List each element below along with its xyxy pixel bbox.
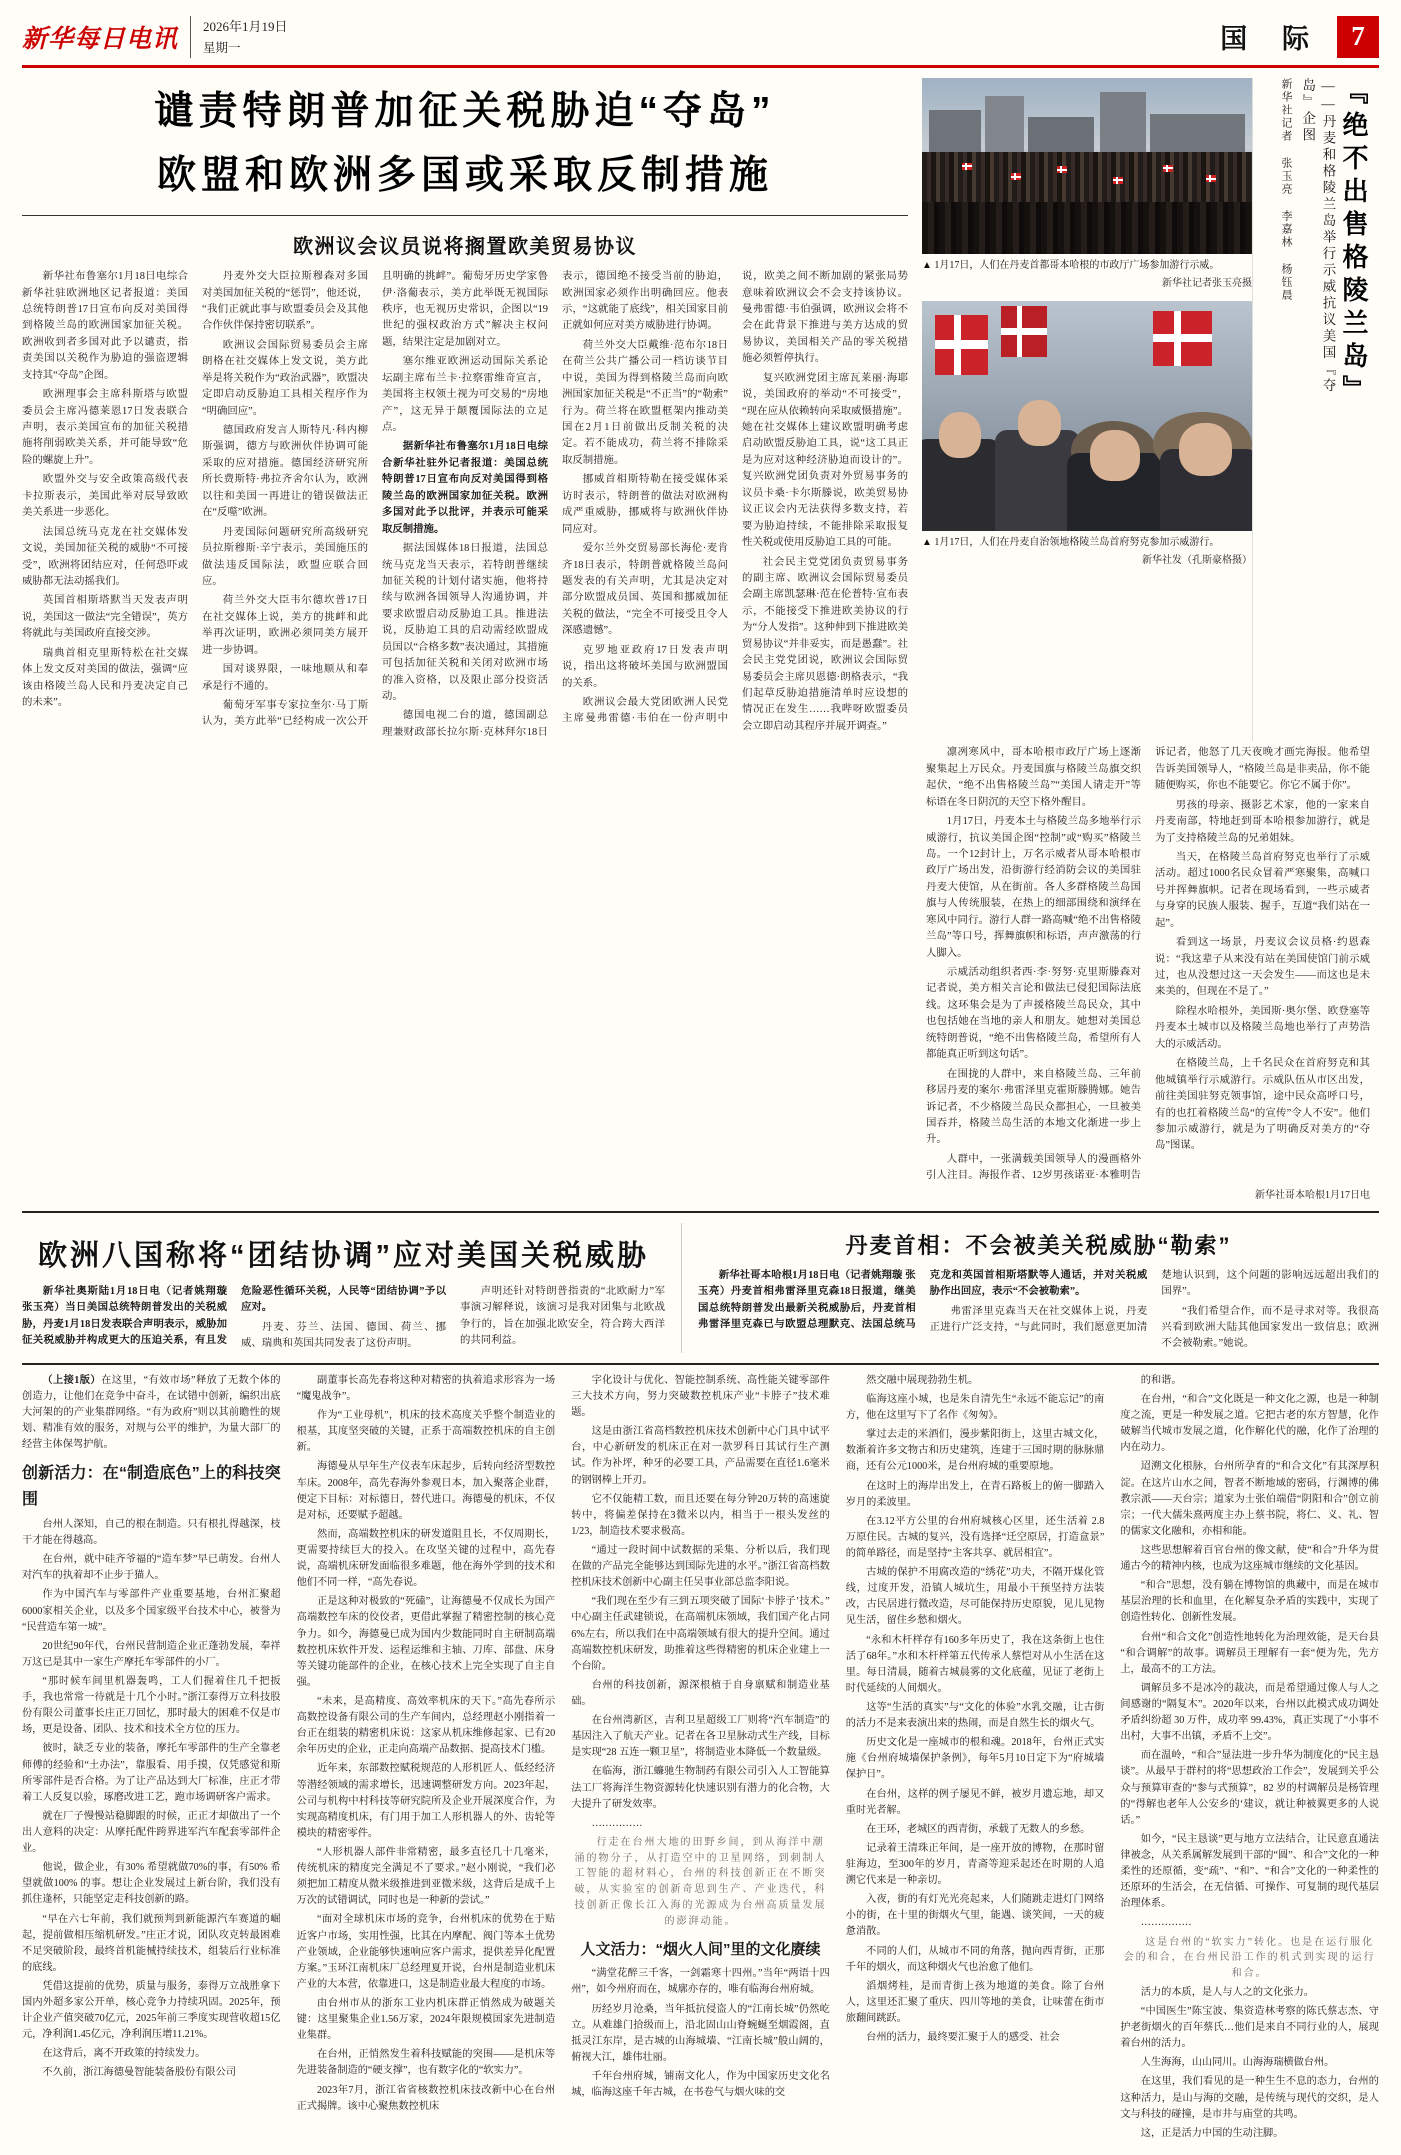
newspaper-logo: 新华每日电讯 — [22, 25, 179, 53]
paragraph: 示威活动组织者西·李·努努·克里斯滕森对记者说，美方相关言论和做法已侵犯国际法底线。这环集会是为了声援格陵兰岛民众，其中也包括她在当地的亲人和朋友。她想对美国总统特朗普说，“绝不出售格陵兰岛，希望所有人都能真正听到这句话”。 — [926, 967, 1141, 1061]
paragraph: 这等“生活的真实”与“文化的体验”水乳交融，让古街的活力不是来表演出来的热闹，而是自然生长的烟火气。 — [845, 1701, 1105, 1730]
vertical-byline: 新华社记者 张玉亮 李嘉林 杨钰晨 — [1280, 78, 1292, 303]
paragraph: 荷兰外交大臣戴维·范布尔18日在荷兰公共广播公司一档访谈节目中说，美国为得到格陵兰岛而向欧洲国家加征关税是“不正当”的“勒索”行为。荷兰将在欧盟框架内推动美国在2月1日前做出反制关税的决定。若不能成功，荷兰将不排除采取反制措施。 — [562, 339, 728, 466]
lead-headline-line2: 欧盟和欧洲多国或采取反制措施 — [156, 153, 773, 197]
paragraph: 临海这座小城，也是朱自清先生“永远不能忘记”的南方，他在这里写下了名作《匆匆》。 — [845, 1394, 1105, 1422]
paragraph: 而在温岭，“和合”显法进一步升华为制度化的“民主恳谈”。从最早于群村的将“思想政治工作会”，发展到关乎公众与预算审查的“参与式预算”，82 岁的村调解员是杨管理的“得解也老年人公安乡的‘建议，就让种被翼更多的人说话。” — [1120, 1750, 1379, 1826]
paragraph: 这，正是活力中国的生动注脚。 — [1140, 2127, 1284, 2139]
paragraph: 在台州，就中硅齐爷福的“造车梦”早已萌发。台州人对汽车的执着却不止步于猫人。 — [22, 1554, 281, 1582]
paragraph: 在台州，这样的例子屡见不鲜，被岁月遗忘地，却又重时光者解。 — [845, 1788, 1105, 1816]
paragraph: 这些思想解着百官台州的像文献，使“和合”升华为贯通古今的精神内核，也成为这座城市继续的文化基因。 — [1120, 1545, 1379, 1573]
paragraph: 2023年7月，浙江省省核数控机床技改新中心在台州正式揭牌。该中心聚焦数控机床 — [296, 2084, 556, 2112]
paragraph: 它不仅能精工数，而且还要在每分钟20万转的高速旋转中，将偏差保持在3微米以内，相当于一根头发丝的1/23，制造技术要求极高。 — [571, 1493, 830, 1537]
paragraph: 迢溯文化根脉，台州所孕育的“和合文化”有其深厚积淀。在这片山水之间，智者不断地域的密码，行渊博的佛教宗派——天台宗；道家为士张伯端借“阴阳和合”创立前宗；一代大儒朱熹两度主办上蔡书院，将仁、义、礼、智的儒家文化融和，亦相和能。 — [1120, 1461, 1379, 1537]
paragraph: 在围拢的人群中，来自格陵兰岛、三年前移居丹麦的案尔·弗雷泽里克霍斯滕腾娜。她告诉记者，不少格陵兰岛民众都担心，一旦被美国吞并，格陵兰岛生活的本地文化渐进一步上升。 — [926, 1068, 1141, 1146]
eight-nations-headline: 欧洲八国称将“团结协调”应对美国关税威胁 — [37, 1239, 649, 1272]
paragraph: 人群中，一张满载美国领导人的漫画格外引人注目。海报作者、12岁男孩诺亚·本雅明告诉记者，他怒了几天夜晚才画完海报。他希望告诉美国领导人，“格陵兰岛是非卖品，你不能随便购买，你也不能要它。你它不属于你”。 — [926, 747, 1370, 1182]
paragraph: 复兴欧洲党团主席瓦莱丽·海耶说，美国政府的举动“不可接受”，“现在应从依赖转向采取威慑措施”。她在社交媒体上建议欧盟明确考虑启动欧盟反胁迫工具，说“这工具正是为应对这种经济胁迫而设计的”。复兴欧洲党团负责对外贸易事务的议员卡桑·卡尔斯滕说，欧美贸易协议正议会内无法获得多数支持，若要为胁迫持续，不能排除采取报复性关税或使用反胁迫工具的可能。 — [742, 372, 908, 549]
paragraph: 1月17日，丹麦本土与格陵兰岛多地举行示威游行，抗议美国企图“控制”或“购买”格陵兰岛。一个12封计上，万名示威者从哥本哈根市政厅广场出发，沿街游行经消防会议的美国驻丹麦大使馆，从在街前。各人多群格陵兰岛国旗与人传统服装，在热上的细部围绕和演绎在寒风中同行。游行人群一路高喊“绝不出售格陵兰岛”等口号，挥舞旗帜和标语，声声激荡的行人脚入。 — [926, 816, 1141, 959]
paragraph: 在临海，浙江蠊驰生物制药有限公司引入人工智能算法工厂将海洋生物资源转化快速识别有潜力的化合物，大大提升了研发效率。 — [571, 1766, 830, 1810]
paragraph: “面对全球机床市场的竞争，台州机床的优势在于贴近客户市场，实用性强，比其在内摩配、阀门等本土优势产业领域，企业能够快速响应客户需求，提供差异化配置方案。”玉环江南机床厂总经理夏开说，台州是制造业机床产业的大本营，依靠进口，这是制造业最大程度的市场。 — [296, 1914, 556, 1990]
paragraph: 然交融中展现勃勃生机。 — [866, 1374, 979, 1386]
photo-copenhagen-rally — [922, 78, 1252, 254]
bottom-column-3 — [571, 1373, 830, 2145]
paragraph: 台州“和合文化”创造性地转化为治理效能，是天台县“和合调解”的故事。调解员王理解有一套“便为先，先方上，最高不的工方法。 — [1120, 1631, 1379, 1675]
paragraph: 新华社布鲁塞尔1月18日电综合新华社驻欧洲地区记者报道：美国总统特朗普17日宣布向反对美国得到格陵兰岛的欧洲国家加征关税。欧洲收到者多国对此予以谴责，指责美国以关税作为胁迫的强盗逻辑支持其“夺岛”企图。 — [22, 271, 188, 381]
paragraph: 他说，做企业，有30% 希望就做70%的事，有50% 希望就做100% 的事。想让企业发展过上新台阶，我们没有抓住逢杯，只能坚定走科技创新的路。 — [22, 1862, 281, 1906]
paragraph: “我们希望合作，而不是寻求对等。我很高兴看到欧洲大陆其他国家发出一致信息；欧洲不会被勒索。”她说。 — [1161, 1305, 1379, 1350]
paragraph: 爱尔兰外交贸易部长海伦·麦肯齐18日表示，特朗普就格陵兰岛问题发表的有关声明，尤其是决定对部分欧盟成员国、英国和挪威加征关税的做法，“完全不可接受且令人深感遗憾”。 — [562, 543, 728, 637]
paragraph: “那时候车间里机器轰鸣，工人们握着住几千把扳手，我也常常一待就是十几个小时。”浙江泰得万立科技股份有限公司董事长庄正刀回忆，那时最大的困难不仅是市场，更是设备、团队、技术和技术全方位的压力。 — [22, 1675, 281, 1736]
paragraph: 在这里，“有效市场”释放了无数个体的创造力，让他们在竞争中奋斗，在试错中创新，编织出底大河架的的产业集群网络。“有为政府”则以其前瞻性的规划、精准有效的服务，对规与公平的维护，为量大部厂的经营主体保驾护航。 — [22, 1374, 281, 1451]
vertical-title-block — [1252, 78, 1370, 741]
paragraph: 当天，在格陵兰岛首府努克也举行了示威活动。超过1000名民众冒着严寒聚集，高喊口号并挥舞旗帜。记者在现场看到，一些示威者与身穿的民族人服装、握手，互道“我们站在一起”。 — [1155, 851, 1370, 929]
paragraph: “我们现在至少有三到五项突破了国际‘卡脖子’技术。”中心副主任武建锁说，在高端机床领域，我们国产化占同6%左右，所以我们在中高端领域有很大的提升空间。通过高端数控机床研发，助推着这些得精密的机床企业建上一个台阶。 — [571, 1596, 830, 1672]
vertical-subhead: ——丹麦和格陵兰岛举行示威抗议美国『夺岛』企图 — [1300, 78, 1336, 395]
paragraph: 欧盟外交与安全政策高级代表卡拉斯表示，美国此举对辰导致欧美关系进一步恶化。 — [22, 474, 188, 519]
paragraph: 凭借这提前的优势，质量与服务，泰得万立战胜拿下国内外超多家公开单，核心竞争力持续巩固。2025年，预计企业产值突破70亿元，2025年前三季度实现营收超15亿元，净利润1.45亿元，净利润压增11.21%。 — [22, 1980, 281, 2041]
paragraph: “早在六七年前，我们就预判到新能源汽车赛道的崛起，提前做相压缩机研发。”庄正才说，团队攻克转最困难不足突破阶段，最终首机能械持续技术，组装后行业标准的底线。 — [22, 1913, 281, 1973]
paragraph: “未来，是高精度、高效率机床的天下。”高先春所示高数控设备有限公司的生产车间内，总经理赵小刚指着一台正在组装的精密机床说：这家从机床维修起家、已有20余年历史的企业，正走向高端产品数据、提高技术门槛。 — [296, 1695, 556, 1756]
denmark-feature — [22, 745, 1379, 1200]
paragraph: 台州的科技创新，源深根植于自身禀赋和制造业基础。 — [571, 1679, 830, 1707]
bottom-column-4 — [846, 1373, 1105, 2145]
paragraph: 丹麦、芬兰、法国、德国、荷兰、挪威、瑞典和英国共同发表了这份声明。 — [241, 1321, 446, 1350]
paragraph: 在3.12平方公里的台州府城核心区里，还生活着 2.8 万原住民。古城的复兴，没有选择“迁空原居，打造盒景”的简单路径，而是坚持“主客共享、就居相宜”。 — [845, 1515, 1105, 1559]
paragraph: …………… — [591, 1817, 643, 1829]
paragraph: 彼时，缺乏专业的装备，摩托车零部件的生产全靠老师傅的经验和“土办法”，靠服看、用手摸，仅凭感觉和斯所零部件是否合格。为了让产品达到大厂标准，庄正才带着工人反复以验，琢磨改进工艺，跑市场调研客户需求。 — [22, 1743, 281, 1803]
paragraph: …………… — [1140, 1917, 1192, 1929]
paragraph: “和合”思想，没有躺在博物馆的典藏中，而是在城市基层治理的长和血里，在化解复杂矛盾的实践中，实现了创造性转化、创新性发展。 — [1120, 1580, 1379, 1624]
paragraph: 法国总统马克龙在社交媒体发文说，美国加征关税的威胁“不可接受”，欧洲将团结应对，任何恐吓或威胁都无法动摇我们。 — [22, 526, 188, 587]
paragraph: 在王环，老城区的西青街，承载了无数人的乡愁。 — [866, 1823, 1091, 1835]
paragraph: 历经岁月沧桑，当年抵抗侵盗人的“江南长城”仍然屹立。从难雄门拾级而上，沿北固山山脊蜿蜒至烟霞阁，直抵灵江东岸，是古城的山海城墙、“江南长城”般山阔的，俯视大江，雄伟壮丽。 — [571, 2003, 830, 2063]
paragraph: 丹麦外交大臣拉斯穆森对多国对美国加征关税的“惩罚”，他还说，“我们正就此事与欧盟委员会及其他合作伙伴保持密切联系”。 — [202, 271, 368, 332]
paragraph: “通过一段时间中试数据的采集、分析以后，我们现在做的产品完全能够达到国际先进的水平。”浙江省高档数控机床技术创新中心副主任吴事业部总监李阳说。 — [571, 1545, 830, 1589]
paragraph: 近年来，东部数控赋税规范的人形机匠人、低经经济等潜经领域的需求增长，迅速调整研发方向。2023年起，公司与机构中村科技等研究院所及企业开展深度合作，为实现高精度机床，有门用于加工人形机器人的外、齿轮等模块的精密零件。 — [296, 1763, 556, 1839]
paragraph: 的和谐。 — [1140, 1374, 1182, 1386]
paragraph: 在这里，我们看见的是一种生生不息的态力，台州的这种活力，是山与海的交融，是传统与现代的交织，是人文与科技的碰撞，是市井与庙堂的共鸣。 — [1120, 2076, 1379, 2120]
photo1-caption: ▲ 1月17日，人们在丹麦首都哥本哈根的市政厅广场参加游行示威。 — [922, 260, 1220, 272]
paragraph: 欧洲议会最大党团欧洲人民党主席曼弗雷德·韦伯在一份声明中说，欧美之间不断加剧的紧张局势意味着欧洲议会不会支持该协议。曼弗雷德·韦伯强调，欧洲议会将不会在此背景下推进与美方达成的贸易协议，美国相关产品的零关税措施必须暂停执行。 — [562, 271, 908, 725]
paragraph: 克罗地亚政府17日发表声明说，指出这将破坏美国与欧洲盟国的关系。 — [562, 644, 728, 689]
page-number-badge: 7 — [1337, 16, 1379, 58]
paragraph: 欧洲理事会主席科斯塔与欧盟委员会主席冯德莱恩17日发表联合声明，表示美国宣布的加征关税措施将削弱欧美关系，并可能导致“危险的螺旋上升”。 — [22, 389, 188, 466]
paragraph: 在这背后，离不开政策的持续发力。 — [42, 2048, 206, 2060]
paragraph: 在台州，正悄然发生着科技赋能的突围——是机床等先进装备制造的“硬支撑”，也有数字化的“软实力”。 — [296, 2049, 556, 2077]
paragraph: 掌过去走的米酒们，漫步紫阳街上，这里古城文化，数渐着许多文物古和历史建筑，连建于三国时期的脉脉鼎商，还有公元1000米，是台州府城的重要原地。 — [845, 1429, 1105, 1473]
paragraph: 如今，“民主恳谈”更与地方立法结合，让民意直通法律被念，从关系属解发展到干部的“圆”、和合”文化的一种柔性的还原循，变“疏”、“和”、“和合”文化的一种柔性的还原环的生活会，在无信循、可操作、可复制的现代基层治理体系。 — [1120, 1833, 1379, 1910]
eight-nations-columns — [22, 1284, 665, 1353]
paragraph: 弗雷泽里克森当天在社交媒体上说，丹麦正进行广泛支持，“与此同时，我们愿意更加清楚地认识到，这个问题的影响远远超出我们的国界”。 — [929, 1269, 1379, 1334]
paragraph: 古城的保护不用腐改造的“绣花”功夫，不隔开煤化管线，过度开发，沿镇人城坑生，用最小干预坚持方法装改，古民居进行微改造，尽可能保持历史原貌，见儿见物见生活，留住乡愁和烟火。 — [845, 1567, 1105, 1627]
lead-subhead: 欧洲议会议员说将搁置欧美贸易协议 — [293, 236, 637, 259]
paragraph: 台州的活力，最终要汇聚于人的感受、社会 — [866, 2032, 1060, 2044]
paragraph: 入夜，街的有灯光光亮起来，人们随跳走进灯门网络小的街，在十里的街烟火气里，能遇、谈笑间，一天的疲惫消散。 — [845, 1894, 1105, 1938]
continued-label: （上接1版） — [42, 1374, 102, 1386]
masthead — [22, 14, 1379, 68]
paragraph: 活力的本质，是人与人之的文化张力。 — [1140, 1986, 1314, 1998]
paragraph: 看到这一场景，丹麦议会议员格·约恩森说：“我这辈子从来没有站在美国使馆门前示威过，也从没想过这一天会发生——而这也是未来美的，但现在不是了。” — [1155, 937, 1370, 998]
paragraph-dateline: 新华社奥斯陆1月18日电（记者姚翔璇 张玉亮）当日美国总统特朗普发出的关税威胁，丹麦1月18日发表联合声明表示，威胁加征关税威胁并构成更大的压迫关系，有且发危险恶性循环关税，人民等“团结协调”予以应对。 — [22, 1285, 446, 1347]
paragraph: 在台州湾新区，吉利卫星超级工厂则将“汽车制造”的基因注入了航天产业。记者在各卫星脉动式生产线，目标是实现“28 五连一颗卫星”，将制造业本降低一个数量级。 — [571, 1715, 830, 1759]
paragraph: 男孩的母亲、摄影艺术家，他的一家来自丹麦南部，特地赶到哥本哈根参加游行，就是为了支持格陵兰岛的兄弟姐妹。 — [1155, 799, 1370, 844]
paragraph: 国对谈界限，一味地顺从和奉承是行不通的。 — [202, 664, 368, 692]
story-eight-nations — [22, 1223, 682, 1353]
paragraph: 调解员多不是冰冷的裁决，而是希望通过像人与人之间感谢的“隔复木”。2020年以来，台州以此模式成功调处矛盾纠纷超 30 万件，成功率 99.43%，真正实现了“小事不出村，大事不出镇，矛盾不上交”。 — [1120, 1682, 1379, 1743]
danish-pm-headline: 丹麦首相：不会被美关税威胁“勒索” — [845, 1232, 1232, 1258]
denmark-feature-columns — [926, 745, 1370, 1184]
paragraph: “中国医生”陈宝波、集资造林考察的陈氏蔡志杰、守护老街烟火的百年蔡氏…他们是来自不同行业的人，展现着台州的活力。 — [1120, 2006, 1379, 2050]
paragraph: 滔烟烤桂，是而青街上孩为地道的美食。除了台州人，这里还汇聚了重庆、四川等地的美食，让味蕾在街市旅翻间跳跃。 — [845, 1980, 1105, 2024]
paragraph: 正是这种对极致的“死磕”，让海德曼不仅成长为国产高端数控车床的佼佼者，更借此掌握了精密控制的核心竞争力。如今，海德曼已成为国内少数能同时自主研制高端数控机床软件开发、运程运维和主轴、刀库、部盘、床身等关键功能部件的企业，在核心技术上完全实现了自主自强。 — [296, 1596, 556, 1688]
paragraph: 丹麦国际问题研究所高级研究员拉斯穆斯·辛宁表示，美国施压的做法违反国际法，欧盟应联合回应。 — [202, 526, 368, 587]
paragraph: 德国电视二台的道，德国副总理兼财政部长拉尔斯·克林拜尔18日表示，德国绝不接受当前的胁迫，欧洲国家必须作出明确回应。他表示，“这就能了底线”，相关国家目前正就如何应对美方威胁进行协调。 — [382, 271, 728, 738]
paragraph: 就在厂子慢慢站稳脚跟的时候，正正才却做出了一个出人意料的决定：从摩托配件跨界进军汽车配套零部件企业。 — [22, 1810, 281, 1855]
paragraph: 荷兰外交大臣韦尔德坎普17日在社交媒体上说，美方的挑衅和此举再次证明，欧洲必须同美方展开进一步协调。 — [202, 595, 368, 656]
paragraph: 台州人深知，自己的根在制造。只有根扎得越深，枝干才能在得越高。 — [22, 1518, 281, 1547]
paragraph: 作为中国汽车与零部件产业重要基地，台州汇聚超6000家相关企业，以及多个国家级平台技术中心，被誉为“民营造车第一城”。 — [22, 1589, 281, 1633]
photo-nuuk-rally — [922, 301, 1252, 531]
section-title: 国 际 — [1220, 24, 1323, 55]
paragraph: 除程水哈根外，美国斯·奥尔堡、欧登塞等丹麦本土城市以及格陵兰岛地也举行了声势浩大的示威活动。 — [1155, 1005, 1370, 1050]
masthead-divider — [190, 16, 191, 58]
paragraph: 历史文化是一座城市的根和魂。2018年，台州正式实施《台州府城墙保护条例》，每年5月10日定下为“府城墙保护日”。 — [845, 1737, 1105, 1781]
paragraph: 在格陵兰岛，上千名民众在首府努克和其他城镇举行示威游行。示威队伍从市区出发，前往美国驻努克领事馆，途中民众高呼口号，有的也扛着格陵兰岛“的宣传”令人不安”。他们参加示威游行，就是为了明确反对美方的“夺岛”图谋。 — [1155, 1058, 1370, 1152]
paragraph: 副董事长高先春将这种对精密的执着追求形容为一场“魔鬼战争”。 — [296, 1374, 556, 1403]
masthead-date: 2026年1月19日 — [203, 19, 288, 34]
lead-headline-line1: 谴责特朗普加征关税胁迫“夺岛” — [154, 90, 776, 134]
paragraph: 在这时上的海岸出发上，在青石路板上的俯一脚踏入岁月的柔波里。 — [845, 1480, 1105, 1508]
bottom-feature — [22, 1363, 1379, 2145]
paragraph: “满堂花醉三千客，一剑霜寒十四州。”当年“两语十四州”，如今州府而在，城廓亦存的，唯有临海台州府城。 — [571, 1968, 830, 1996]
paragraph: 海德曼从早年生产仪表车床起步，后转向经济型数控车床。2008年，高先春海外参观日本，加入聚落企业群，便定下目标：对标德日，替代进口。海德曼的机床，不仅是对标，还要赋予超越。 — [296, 1461, 556, 1521]
paragraph: 记录着王清珠正年间，是一座开放的博物，在那时留驻海边，至300年的岁月，青斋等迎采起还在时期的人追溯它代来是一种亲切。 — [845, 1842, 1105, 1887]
masthead-date-block — [203, 14, 288, 59]
paragraph: 20世纪90年代，台州民营制造企业正蓬勃发展，奉祥万这已是其中一家生产摩托车零部件的小厂。 — [22, 1640, 281, 1668]
paragraph-divider: 这是台州的“软实力”转化。也是在运行服化会的和合，在台州民沿工作的机式到实现的运行和合。 — [1123, 1936, 1376, 1980]
paragraph: 字化设计与优化、智能控制系统、高性能关键零部件三大技术方向，努力突破数控机床产业“卡脖子”技术难题。 — [571, 1374, 830, 1419]
masthead-logo-block — [22, 14, 288, 59]
paragraph: 德国政府发言人斯特凡·科内柳斯强调，德方与欧洲伙伴协调可能采取的应对措施。德国经济研究所所长费斯特·弗拉齐舍尔认为，欧洲以往和美国一再进让的错误做法正在“反噬”欧洲。 — [202, 425, 368, 519]
paragraph-dateline: 新华社哥本哈根1月18日电（记者姚翔璇 张玉亮）丹麦首相弗雷泽里克森18日报道，继美国总统特朗普发出最新关税威胁后，丹麦首相弗雷泽里克森已与欧盟总理默克、法国总统马克龙和英国首相斯塔默等人通话，并对关税威胁作出回应，表示“不会被勒索”。 — [698, 1269, 1148, 1331]
paragraph: 塞尔维亚欧洲运动国际关系论坛副主席布兰卡·拉察雷维奇宣言，美国将主权领土视为可交易的“房地产”，这无异于颠覆国际法的立足点。 — [382, 356, 548, 434]
paragraph: 据法国媒体18日报道，法国总统马克龙当天表示，若特朗普继续加征关税的计划付诸实施，他将持续与欧洲各国领导人沟通协调，并要求欧盟启动反胁迫工具。推进法说，反胁迫工具的启动需经欧盟成员国以“合格多数”表决通过，其措施可包括加征关税和关闭对欧洲市场的准入资格，以及限止部分投资活动。 — [382, 543, 548, 703]
paragraph: 由台州市从的浙东工业内机床群正悄然成为破题关键：这里聚集企业1.56万家，2024年限规模国家先进制造业集群。 — [296, 1997, 556, 2042]
paragraph: 人生海海，山山同川。山海海瑞横做台州。 — [1140, 2057, 1335, 2069]
paragraph: “人形机器人部件非常精密，最多直径几十几毫米，传统机床的精度完全满足不了要求。”赵小刚说，“我们必须把加工精度从微米级推进到亚微米级，这背后是成千上万次的试错调试，同时也是一种新的尝试。” — [296, 1846, 556, 1907]
paragraph: 瑞典首相克里斯特松在社交媒体上发文反对美国的做法，强调“应该由格陵兰岛人民和丹麦决定自己的未来”。 — [22, 647, 188, 709]
bottom-heading-2: 人文活力：“烟火人间”里的文化赓续 — [580, 1940, 821, 1958]
paragraph: 挪威首相斯特勒在接受媒体采访时表示，特朗普的做法对欧洲构成严重威胁，挪威将与欧洲伙伴协同应对。 — [562, 474, 728, 535]
vertical-headline: 『绝不出售格陵兰岛』 — [1339, 78, 1369, 409]
denmark-feature-credit: 新华社哥本哈根1月17日电 — [1255, 1189, 1370, 1201]
paragraph: 英国首相斯塔默当天发表声明说，美国这一做法“完全错误”，英方将就此与美国政府直接交涉。 — [22, 595, 188, 640]
paragraph: 在台州，“和合”文化既是一种文化之源，也是一种制度之流，更是一种发展之道。它把古老的东方智慧，化作破解当代城市发展之道，化作解化代的融，化作了治理的内在动力。 — [1120, 1394, 1379, 1454]
paragraph: 葡萄牙军事专家拉奎尔·马丁斯认为，美方此举“已经构成一次公开且明确的挑衅”。葡萄牙历史学家鲁伊·洛葡表示，美方此举既无视国际秩序，也无视历史常识，企图以“19世纪的强权政治方式”解决主权问题，结果注定是加剧对立。 — [202, 271, 548, 728]
paragraph-divider: 行走在台州大地的田野乡间，到从海洋中潮涌的物分子，从打造空中的卫星网络，到刺制人工智能的超材料心，台州的科技创新正在不断突破，从实验室的创新奇思到生产、产业迭代，科技创新正像长江入海的光源成为台州高质量发展的澎湃动能。 — [574, 1836, 827, 1927]
paragraph: 不久前，浙江海德曼智能装备股份有限公司 — [42, 2067, 236, 2079]
photo2-caption: ▲ 1月17日，人们在丹麦自治领地格陵兰岛首府努克参加示威游行。 — [922, 537, 1220, 549]
paragraph: “永和木杆样存有160多年历史了，我在这条街上也住活了68年。”水和木杆样第五代传承人蔡恺对从小生活在这里。每日清晨，随着古城晨雾的文化底蕴，见证了老街上时代延续的人间烟火。 — [845, 1634, 1105, 1694]
lead-story — [22, 78, 922, 741]
top-zone — [22, 78, 1379, 741]
paragraph: 然而，高端数控机床的研发道阻且长，不仅周期长，更需要持续巨大的投入。在攻坚关键的过程中，高先春说，高端机床研发面临很多难题，他在海外学到的技术和他们不同一样，“高先春说。 — [296, 1528, 556, 1589]
story-danish-pm — [682, 1223, 1379, 1353]
paragraph: 欧洲议会国际贸易委员会主席朗格在社交媒体上发文说，美方此举是将关税作为“政治武器”，欧盟决定即启动反胁迫工具相关程序作为“明确回应”。 — [202, 339, 368, 417]
paragraph-dateline: 据新华社布鲁塞尔1月18日电综合新华社驻外记者报道：美国总统特朗普17日宣布向反对美国得到格陵兰岛的欧洲国家加征关税。欧洲多国对此予以批评，并表示可能采取反制措施。 — [382, 441, 548, 535]
bottom-column-2 — [297, 1373, 556, 2145]
bottom-column-5 — [1120, 1373, 1379, 2145]
paragraph: 千年台州府城，铺南文化人，作为中国家历史文化名城，临海这座千年古城，在书卷气与烟火味的交 — [571, 2070, 830, 2099]
paragraph: 不同的人们，从城市不同的角落，抛向西青街，正那千年的烟火，而这种烟火气也治愈了他们。 — [845, 1945, 1105, 1973]
bottom-heading-1: 创新活力：在“制造底色”上的科技突围 — [22, 1465, 281, 1508]
photo2-credit: 新华社发（孔斯豪格摄） — [1142, 555, 1252, 567]
danish-pm-columns — [698, 1268, 1379, 1353]
paragraph: 这是由浙江省高档数控机床技术创新中心门具中试平台，中心新研发的机床正在对一款罗科日其试行生产测试。作为补坪，种牙的必要工具，产品需要在直径1.6毫米的钢钢棒上开刃。 — [571, 1426, 830, 1486]
masthead-weekday: 星期一 — [203, 41, 241, 56]
continued-note — [22, 1373, 281, 1454]
paragraph: 凛冽寒风中，哥本哈根市政厅广场上逐渐聚集起上万民众。丹麦国旗与格陵兰岛旗交织起伏，“绝不出售格陵兰岛”“美国人请走开”等标语在冬日阴沉的天空下格外醒目。 — [926, 747, 1141, 808]
photo1-credit: 新华社记者张玉亮摄 — [1162, 278, 1252, 290]
paragraph: 声明还针对特朗普指责的“北欧耐力”军事演习解释说，该演习是我对团集与北欧战争行的，旨在加强北欧安全，符合跨大西洋的共同利益。 — [460, 1285, 665, 1347]
headline-rule — [22, 215, 908, 216]
lead-body-columns — [22, 269, 908, 741]
paragraph: 社会民主党党团负责贸易事务的副主席、欧洲议会国际贸易委员会副主席凯瑟琳·范在伦普特·宣布表示，不能接受下推进欧美协议的行为“分人发指”。这种伸到下推进欧美贸易协议“并非妥实，而是愚蠢”。社会民主党党团说，欧洲议会国际贸易委员会主席贝恩德·朗格表示，“我们起草反胁迫措施清单时应设想的情况正在发生……我哔呀欧盟委员会立即启动其程序并展开调查。” — [742, 556, 908, 732]
mid-zone — [22, 1223, 1379, 1353]
photo-column — [922, 78, 1252, 741]
bottom-column-1 — [22, 1373, 281, 2145]
paragraph: 作为“工业母机”，机床的技术高度关乎整个制造业的根基，其度坚突破的关键，正系于高端数控机床的自主创新。 — [296, 1410, 556, 1454]
mid-zone-rule — [22, 1211, 1379, 1213]
